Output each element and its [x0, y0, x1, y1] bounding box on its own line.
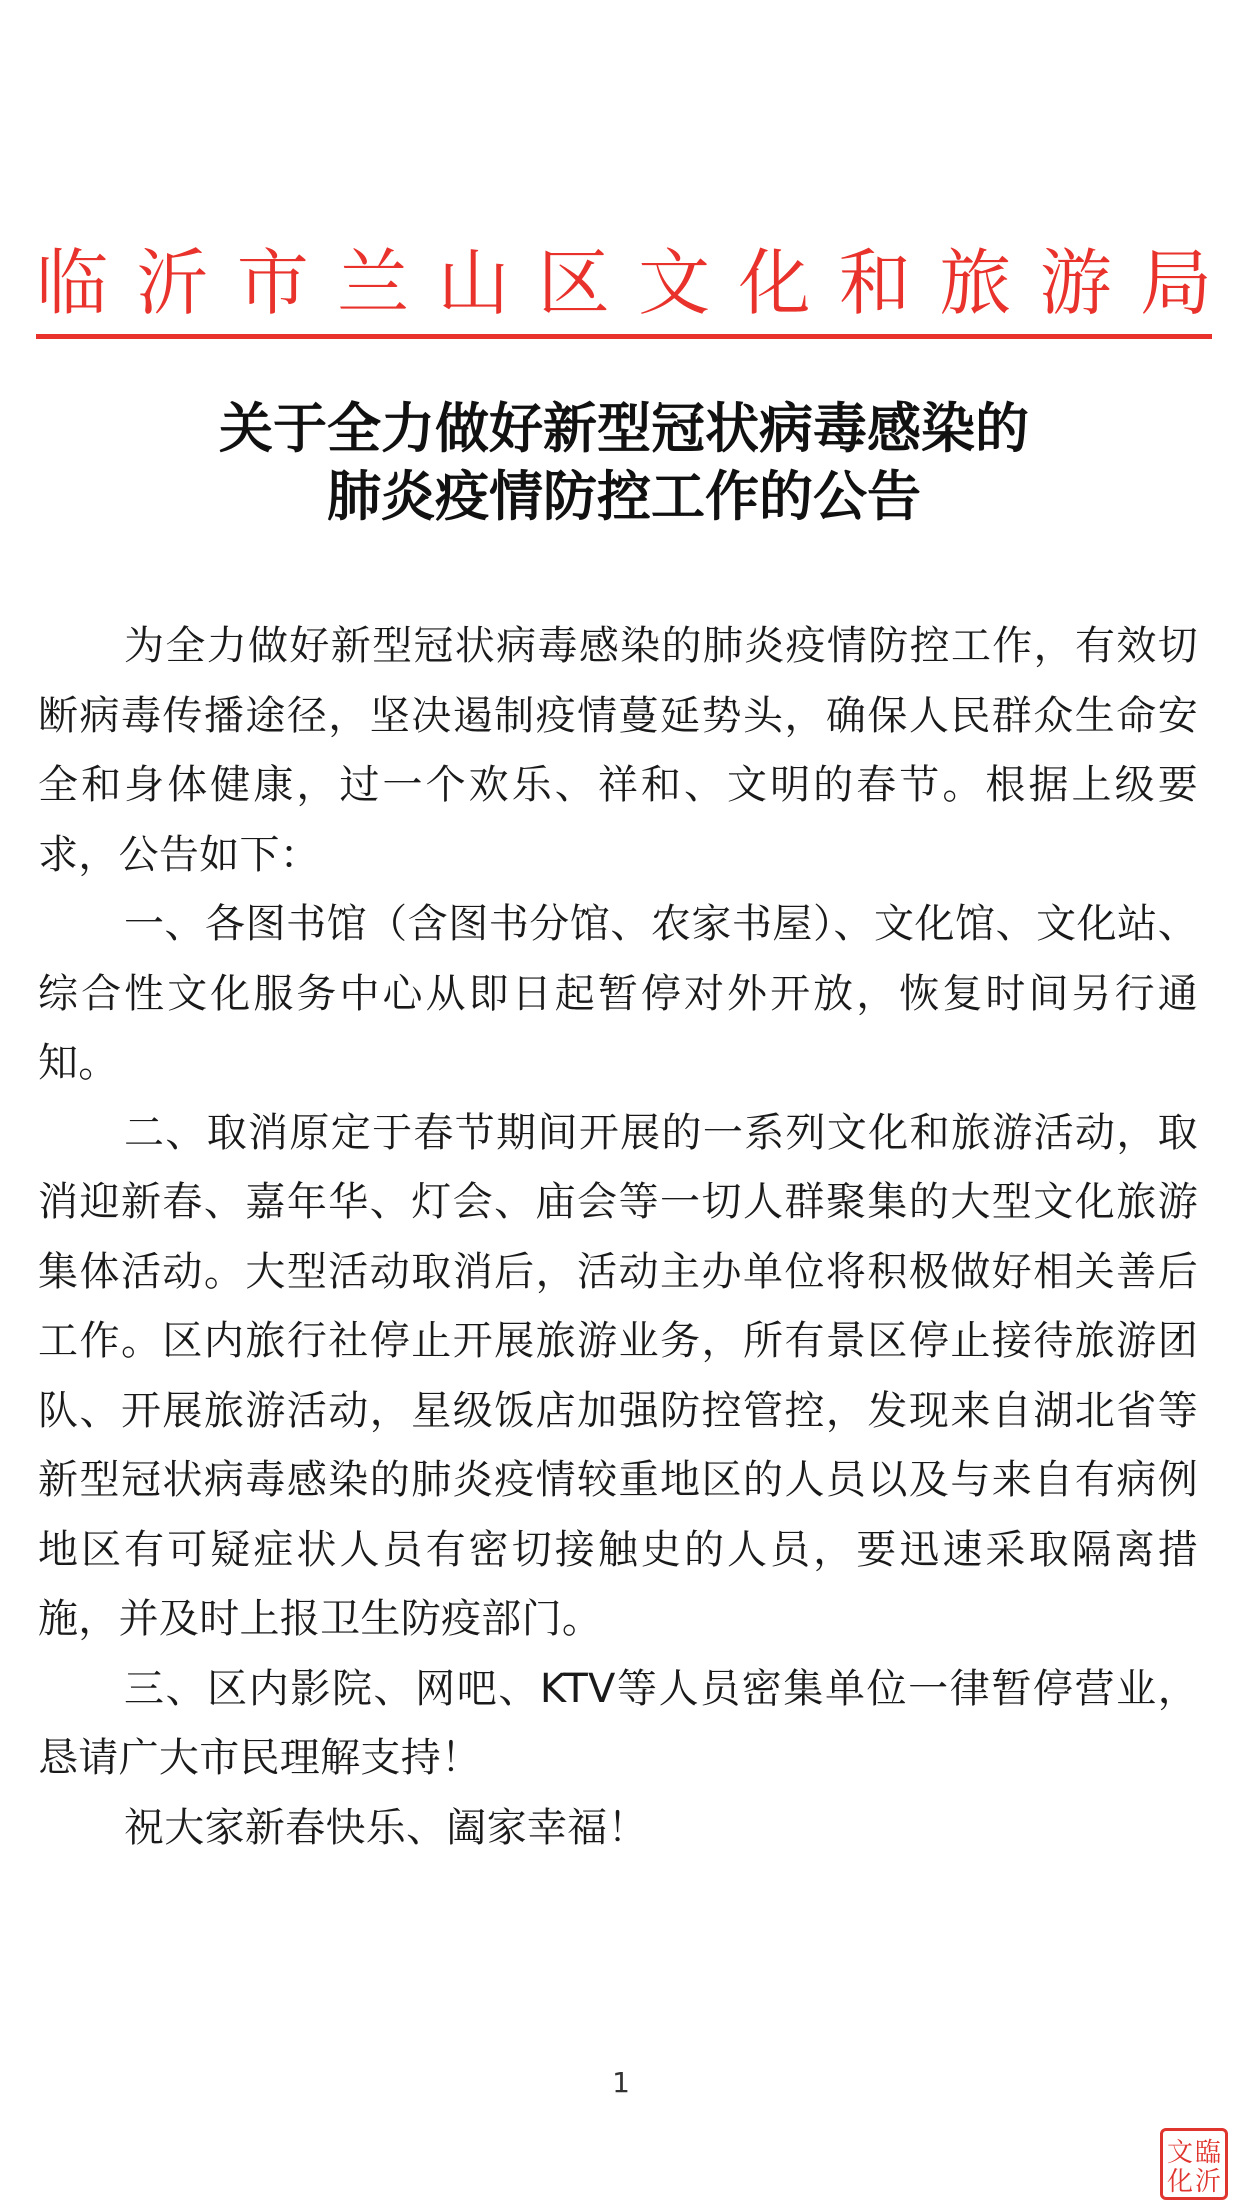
paragraph-item-1: 一、各图书馆（含图书分馆、农家书屋）、文化馆、文化站、综合性文化服务中心从即日起暂停对外开放，恢复时间另行通知。 — [38, 901, 1198, 1086]
org-name-char: 化 — [738, 241, 811, 325]
seal-char: 沂 — [1194, 2167, 1222, 2197]
seal-stamp-icon — [1160, 2128, 1228, 2200]
seal-graphic — [1163, 2131, 1225, 2197]
org-name-char: 文 — [638, 241, 711, 325]
org-name-char: 兰 — [337, 241, 410, 325]
org-name-char: 临 — [36, 241, 109, 325]
red-divider-line — [36, 334, 1212, 339]
org-name-char: 局 — [1139, 241, 1212, 325]
seal-char: 文 — [1166, 2138, 1194, 2168]
paragraph-closing: 祝大家新春快乐、阖家幸福！ — [124, 1804, 648, 1851]
org-name-char: 和 — [838, 241, 911, 325]
title-line-2: 肺炎疫情防控工作的公告 — [327, 465, 921, 528]
page-number: 1 — [612, 2066, 630, 2099]
org-name-char: 旅 — [939, 241, 1012, 325]
document-body — [38, 612, 1198, 1863]
org-header — [36, 238, 1212, 342]
org-name-char: 市 — [236, 241, 309, 325]
org-name-char: 沂 — [136, 241, 209, 325]
org-name-char: 区 — [537, 241, 610, 325]
document-title — [36, 395, 1212, 531]
org-name-char: 山 — [437, 241, 510, 325]
paragraph-item-2: 二、取消原定于春节期间开展的一系列文化和旅游活动，取消迎新春、嘉年华、灯会、庙会等一切人群聚集的大型文化旅游集体活动。大型活动取消后，活动主办单位将积极做好相关善后工作。区内旅行社停止开展旅游业务，所有景区停止接待旅游团队、开展旅游活动，星级饭店加强防控管控，发现来自湖北省等新型冠状病毒感染的肺炎疫情较重地区的人员以及与来自有病例地区有可疑症状人员有密切接触史的人员，要迅速采取隔离措施，并及时上报卫生防疫部门。 — [38, 1109, 1198, 1642]
paragraph-item-3: 三、区内影院、网吧、KTV等人员密集单位一律暂停营业，恳请广大市民理解支持！ — [38, 1665, 1198, 1781]
title-line-1: 关于全力做好新型冠状病毒感染的 — [219, 397, 1029, 460]
org-name-char: 游 — [1039, 241, 1112, 325]
seal-char: 化 — [1166, 2167, 1194, 2197]
seal-char: 臨 — [1194, 2138, 1222, 2168]
paragraph-intro: 为全力做好新型冠状病毒感染的肺炎疫情防控工作，有效切断病毒传播途径，坚决遏制疫情蔓延势头，确保人民群众生命安全和身体健康，过一个欢乐、祥和、文明的春节。根据上级要求，公告如下： — [38, 623, 1198, 878]
org-name — [36, 238, 1212, 328]
